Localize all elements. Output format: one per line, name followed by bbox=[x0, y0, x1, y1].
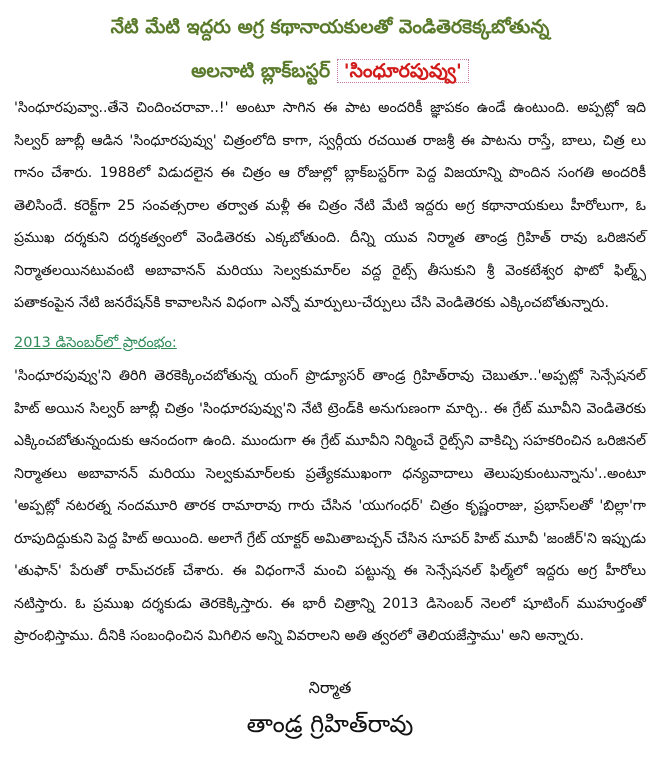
signature-name: తాండ్ర గ్రిహిత్‌రావు bbox=[246, 710, 414, 738]
movie-title: 'సింధూరపువ్వు' bbox=[337, 59, 469, 83]
headline-line-1: నేటి మేటి ఇద్దరు అగ్ర కథానాయకులతో వెండితెరకెక్కబోతున్న bbox=[110, 16, 550, 38]
headline-line-2 bbox=[0, 60, 660, 87]
section-subheading: 2013 డిసెంబర్‌లో ప్రారంభం: bbox=[14, 335, 177, 351]
headline-prefix: అలనాటి బ్లాక్‌బస్టర్ bbox=[191, 60, 331, 82]
body-paragraph-1: 'సింధూరపువ్వా..తేనె చిందించరావా..!' అంటూ సాగిన ఈ పాట అందరికీ జ్ఞాపకం ఉండే ఉంటుంది. అప్పట్లో ఇది సిల్వర్ జూబ్లీ ఆడిన 'సింధూరపువ్వు' చిత్రంలోది కాగా, స్వర్గీయ రచయిత రాజశ్రీ ఈ పాటను రాస్తే, బాలు, చిత్ర లు గానం చేశారు. 1988లో విడుదలైన ఈ చిత్రం ఆ రోజుల్లో బ్లాక్‌బస్టర్‌గా పెద్ద విజయాన్ని పొందిన సంగతి అందరికీ తెలిసిందే. కరెక్ట్‌గా 25 సంవత్సరాల తర్వాత మళ్లీ ఈ చిత్రం నేటి మేటి ఇద్దరు అగ్ర కథానాయకులు హీరోలుగా, ఓ ప్రముఖ దర్శకుని దర్శకత్వంలో వెండితెరకు ఎక్కబోతుంది. దీన్ని యువ నిర్మాత తాండ్ర గ్రిహిత్ రావు ఒరిజినల్ నిర్మాతలయినటువంటి అబావానన్ మరియు సెల్వకుమార్‌ల వద్ద రైట్స్ తీసుకుని శ్రీ వెంకటేశ్వర ఫొటో ఫిల్మ్స్ పతాకంపైన నేటి జనరేషన్‌కి కావాలసిన విధంగా ఎన్నో మార్పులు-చేర్పులు చేసి వెండితెరకు ఎక్కించబోతున్నారు. bbox=[14, 100, 646, 311]
signature-role: నిర్మాత bbox=[308, 678, 352, 697]
body-paragraph-2: 'సింధూరపువ్వు'ని తిరిగి తెరకెక్కించబోతున్న యంగ్ ప్రొడ్యూసర్ తాండ్ర గ్రిహిత్‌రావు చెబుతూ..'అప్పట్లో సెన్సేషనల్ హిట్ అయిన సిల్వర్ జూబ్లీ చిత్రం 'సింధూరపువ్వు'ని నేటి ట్రెండ్‌కి అనుగుణంగా మార్చి.. ఈ గ్రేట్ మూవీని వెండితెరకు ఎక్కించబోతున్నందుకు ఆనందంగా ఉంది. ముందుగా ఈ గ్రేట్ మూవీని నిర్మించే రైట్స్‌ని వాకిచ్చి సహకరించిన ఒరిజినల్ నిర్మాతలు అబావానన్ మరియు సెల్వకుమార్‌లకు ప్రత్యేకముఖంగా ధన్యవాదాలు తెలుపుకుంటున్నాను'..అంటూ 'అప్పట్లో నటరత్న నందమూరి తారక రామారావు గారు చేసిన 'యుగంధర్' చిత్రం కృష్ణంరాజు, ప్రభాస్‌లతో 'బిల్లా'గా రూపుదిద్దుకుని పెద్ద హిట్ అయింది. అలాగే గ్రేట్ యాక్టర్ అమితాబచ్చన్ చేసిన సూపర్ హిట్ మూవీ 'జంజీర్'ని ఇప్పుడు 'తుఫాన్' పేరుతో రామ్‌చరణ్ చేశారు. ఈ విధంగానే మంచి పట్టున్న ఈ సెన్సేషనల్ ఫిల్మ్‌లో ఇద్దరు అగ్ర హీరోలు నటిస్తారు. ఓ ప్రముఖ దర్శకుడు తెరకెక్కిస్తారు. ఈ భారీ చిత్రాన్ని 2013 డిసెంబర్ నెలలో షూటింగ్ ముహుర్తంతో ప్రారంభిస్తాము. దీనికి సంబంధించిన మిగిలిన అన్ని వివరాలని అతి త్వరలో తెలియజేస్తాము' అని అన్నారు. bbox=[14, 368, 646, 644]
